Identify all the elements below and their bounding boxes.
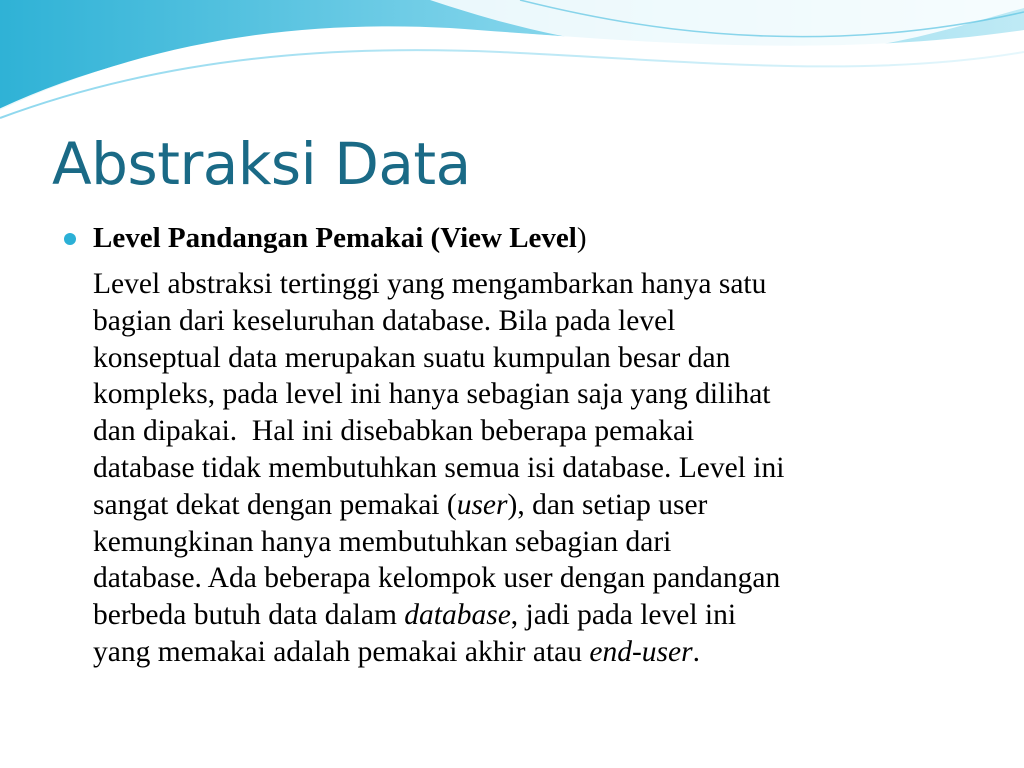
bullet-heading-bold: Level Pandangan Pemakai (View Level — [93, 222, 577, 254]
body-text-segment: berbeda butuh data dalam — [93, 599, 405, 632]
body-italic-end-user: end-user — [589, 635, 693, 668]
body-line — [93, 597, 973, 634]
body-text-segment: yang memakai adalah pemakai akhir atau — [93, 635, 590, 668]
body-line: kemungkinan hanya membutuhkan sebagian dari — [93, 525, 672, 558]
body-italic-database: database — [404, 599, 511, 632]
body-line: konseptual data merupakan suatu kumpulan besar dan — [93, 341, 731, 374]
body-line: bagian dari keseluruhan database. Bila pada level — [93, 304, 676, 337]
body-line: database. Ada beberapa kelompok user dengan pandangan — [93, 562, 781, 595]
body-line: kompleks, pada level ini hanya sebagian saja yang dilihat — [93, 378, 771, 411]
body-line — [93, 634, 973, 671]
body-text-segment: , jadi pada level ini — [510, 599, 737, 632]
body-text-segment: . — [692, 635, 700, 668]
body-line — [93, 487, 973, 524]
bullet-heading — [93, 222, 587, 255]
body-line: Level abstraksi tertinggi yang mengambarkan hanya satu — [93, 268, 767, 300]
bullet-heading-tail: ) — [576, 222, 587, 254]
header-wave-decoration — [0, 0, 1024, 130]
body-paragraph — [93, 266, 973, 671]
body-line: dan dipakai. Hal ini disebabkan beberapa pemakai — [93, 415, 695, 448]
body-line: database tidak membutuhkan semua isi database. Level ini — [93, 451, 785, 484]
slide-title: Abstraksi Data — [52, 130, 471, 198]
body-italic-user: user — [456, 488, 508, 521]
bullet-dot-icon — [64, 233, 76, 245]
body-text-segment: sangat dekat dengan pemakai ( — [93, 488, 457, 521]
body-text-segment: ), dan setiap user — [507, 488, 708, 521]
